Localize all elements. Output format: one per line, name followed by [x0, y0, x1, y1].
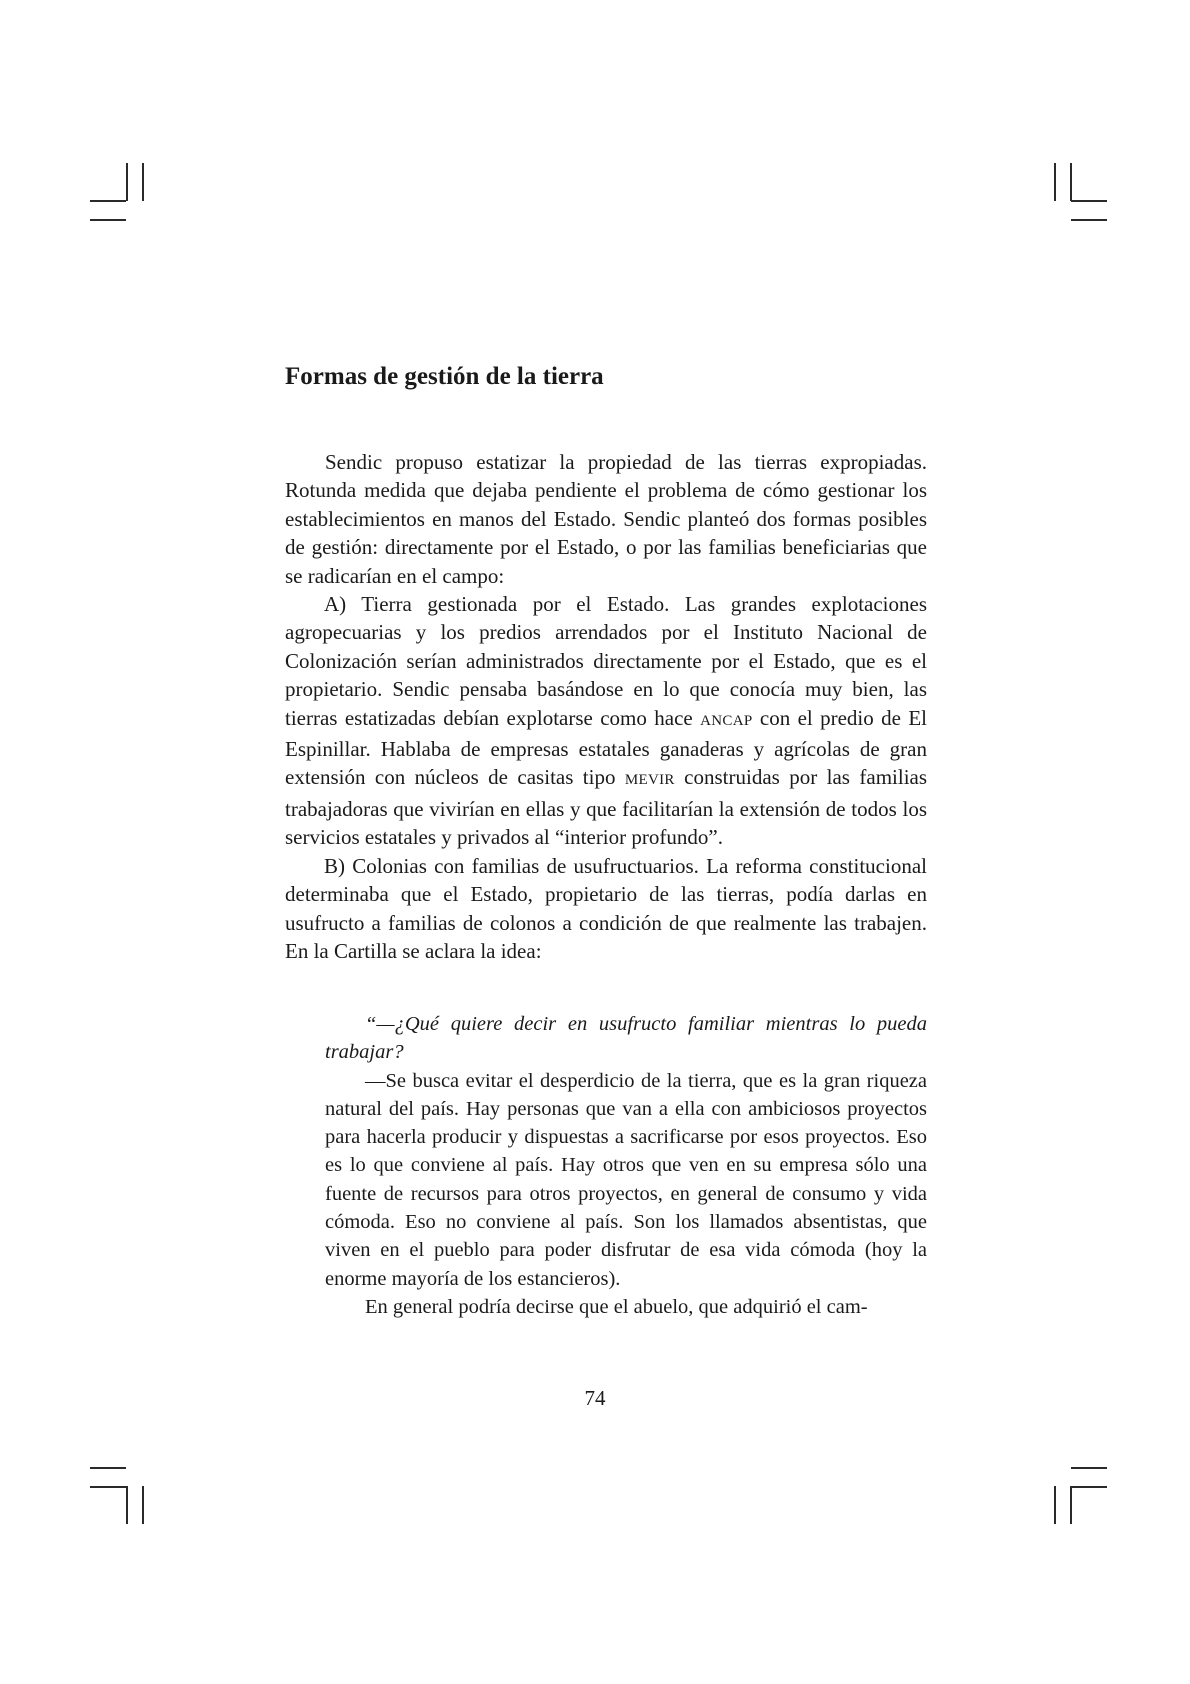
crop-mark-bottom-left-h — [90, 1467, 126, 1469]
acronym-mevir: MEVIR — [624, 772, 675, 789]
crop-mark-top-right-h — [1071, 200, 1107, 202]
section-title: Formas de gestión de la tierra — [285, 363, 604, 390]
crop-mark-bottom-right-v — [1054, 1486, 1056, 1524]
quote-continuation: En general podría decirse que el abuelo, que adquirió el cam- — [365, 1295, 868, 1318]
crop-mark-bottom-left-v2 — [142, 1486, 144, 1524]
quote-answer: —Se busca evitar el desperdicio de la tierra, que es la gran riqueza natural del país. Hay personas que van a ella con ambiciosos proyectos para hacerla producir y dispuestas a sacrificarse por esos proyectos. Eso es lo que conviene al país. Hay otros que ven en su empresa sólo una fuente de recursos para otros proyectos, en general de consumo y vida cómoda. Eso no conviene al país. Son los llamados absentistas, que viven en el pueblo para poder disfrutar de esa vida cómoda (hoy la enorme mayoría de los estancieros). — [325, 1069, 927, 1290]
crop-mark-bottom-left-v — [126, 1486, 128, 1524]
paragraph-option-a — [285, 590, 927, 852]
crop-mark-top-right-h2 — [1071, 219, 1107, 221]
crop-mark-top-right-v2 — [1070, 163, 1072, 201]
crop-mark-bottom-left-h2 — [90, 1486, 126, 1488]
crop-mark-top-left-v2 — [142, 163, 144, 201]
crop-mark-bottom-right-h2 — [1071, 1486, 1107, 1488]
acronym-ancap: ANCAP — [700, 712, 753, 729]
crop-mark-top-left-v — [126, 163, 128, 201]
paragraph-option-a-part3: construidas por las familias trabajadoras que vivirían en ellas y que facilitarían la extensión de todos los servicios estatales y privados al “interior profundo”. — [285, 765, 928, 850]
paragraph-option-a-part1: A) Tierra gestionada por el Estado. Las grandes explotaciones agropecuarias y los predios arrendados por el Instituto Nacional de Colonización serían administrados directamente por el Estado, que es el propietario. Sendic pensaba basándose en lo que conocía muy bien, las tierras estatizadas debían explotarse como hace — [285, 592, 927, 730]
page-number: 74 — [584, 1386, 606, 1410]
crop-mark-top-left-h — [90, 200, 126, 202]
quote-question: “—¿Qué quiere decir en usufructo familiar mientras lo pueda trabajar? — [325, 1013, 927, 1064]
crop-mark-bottom-right-v2 — [1070, 1486, 1072, 1524]
block-quote — [325, 1010, 927, 1321]
crop-mark-top-right-v — [1054, 163, 1056, 201]
crop-mark-top-left-h2 — [90, 219, 126, 221]
crop-mark-bottom-right-h — [1071, 1467, 1107, 1469]
paragraph-intro: Sendic propuso estatizar la propiedad de las tierras expropiadas. Rotunda medida que dejaba pendiente el problema de cómo gestionar los establecimientos en manos del Estado. Sendic planteó dos formas posibles de gestión: directamente por el Estado, o por las familias beneficiarias que se radicarían en el campo: — [285, 450, 927, 588]
paragraph-option-a-part2: con el predio de El Espinillar. Hablaba de empresas estatales ganaderas y agrícolas de gran extensión con núcleos de casitas tipo — [285, 705, 928, 790]
body-text — [285, 448, 927, 965]
paragraph-option-b: B) Colonias con familias de usufructuarios. La reforma constitucional determinaba que el Estado, propietario de las tierras, podía darlas en usufructo a familias de colonos a condición de que realmente las trabajen. En la Cartilla se aclara la idea: — [285, 853, 927, 963]
